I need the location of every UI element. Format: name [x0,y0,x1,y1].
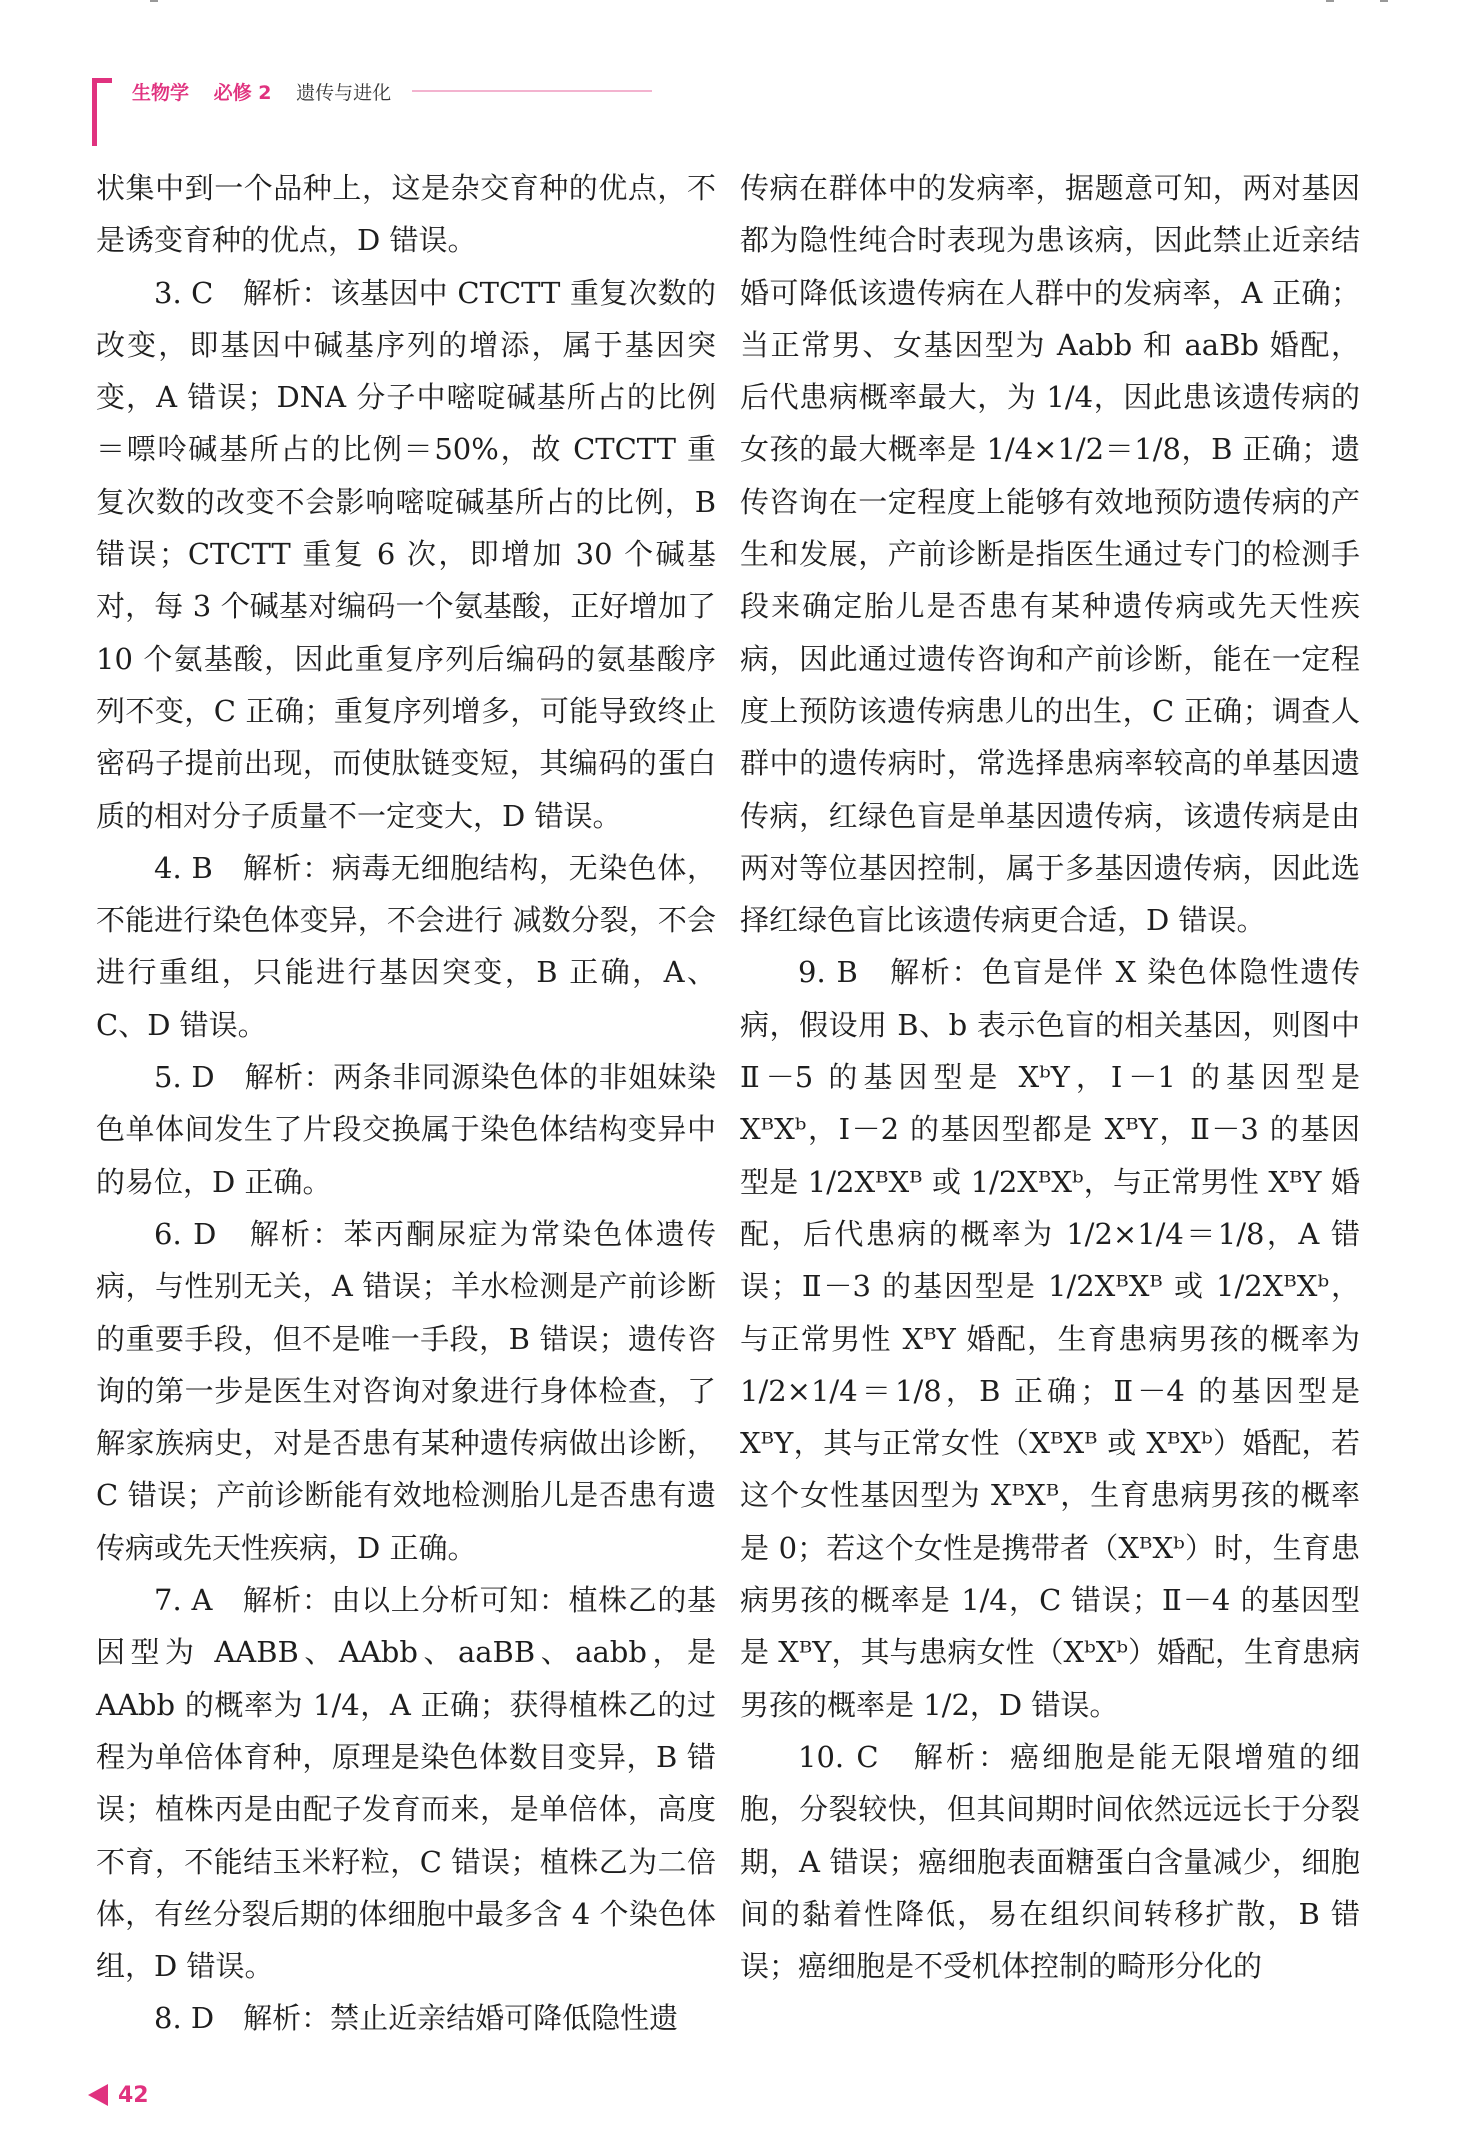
page-arrow-icon [88,2084,108,2106]
answer-item-8: 8. D 解析：禁止近亲结婚可降低隐性遗 [154,2001,679,2036]
header-corner-mark [92,78,112,146]
answer-item-5: 5. D 解析：两条非同源染色体的非姐妹染色单体间发生了片段交换属于染色体结构变异中的易位，D 正确。 [96,1060,716,1199]
answer-item-3: 3. C 解析：该基因中 CTCTT 重复次数的改变，即基因中碱基序列的增添，属于基因突变，A 错误；DNA 分子中嘧啶碱基所占的比例＝嘌呤碱基所占的比例＝50%，故 CTCTT 重复次数的改变不会影响嘧啶碱基所占的比例，B 错误；CTCTT 重复 6 次，即增加 30 个碱基对，每 3 个碱基对编码一个氨基酸，正好增加了 10 个氨基酸，因此重复序列后编码的氨基酸序列不变，C 正确；重复序列增多，可能导致终止密码子提前出现，而使肽链变短，其编码的蛋白质的相对分子质量不一定变大，D 错误。 [96,275,716,833]
answer-item-10: 10. C 解析：癌细胞是能无限增殖的细胞，分裂较快，但其间期时间依然远远长于分裂期，A 错误；癌细胞表面糖蛋白含量减少，细胞间的黏着性降低，易在组织间转移扩散，B 错误；癌细胞是不受机体控制的畸形分化的 [740,1739,1360,1984]
page-footer [88,2080,149,2110]
header-subject: 生物学 [132,82,190,104]
paragraph: 状集中到一个品种上，这是杂交育种的优点，不是诱变育种的优点，D 错误。 [96,171,716,258]
header-rule [412,90,652,92]
left-column [96,162,716,2045]
answer-item-6: 6. D 解析：苯丙酮尿症为常染色体遗传病，与性别无关，A 错误；羊水检测是产前诊断的重要手段，但不是唯一手段，B 错误；遗传咨询的第一步是医生对咨询对象进行身体检查，了解家族病史，对是否患有某种遗传病做出诊断，C 错误；产前诊断能有效地检测胎儿是否患有遗传病或先天性疾病，D 正确。 [96,1216,716,1565]
header-topic: 遗传与进化 [296,82,392,104]
right-column [740,162,1360,1992]
header-title [132,78,391,105]
answer-item-4: 4. B 解析：病毒无细胞结构，无染色体，不能进行染色体变异，不会进行 减数分裂，不会进行重组，只能进行基因突变，B 正确，A、C、D 错误。 [96,850,716,1042]
page-number: 42 [118,2082,149,2108]
crop-mark [1326,0,1334,2]
running-header [92,68,612,148]
header-book: 必修 2 [213,82,272,104]
answer-item-7: 7. A 解析：由以上分析可知：植株乙的基因型为 AABB、AAbb、aaBB、aabb，是 AAbb 的概率为 1/4，A 正确；获得植株乙的过程为单倍体育种，原理是染色体数目变异，B 错误；植株丙是由配子发育而来，是单倍体，高度不育，不能结玉米籽粒，C 错误；植株乙为二倍体，有丝分裂后期的体细胞中最多含 4 个染色体组，D 错误。 [96,1583,716,1984]
answer-item-9: 9. B 解析：色盲是伴 X 染色体隐性遗传病，假设用 B、b 表示色盲的相关基因，则图中 Ⅱ－5 的基因型是 XᵇY，Ⅰ－1 的基因型是 XᴮXᵇ，Ⅰ－2 的基因型都是 XᴮY，Ⅱ－3 的基因型是 1/2XᴮXᴮ 或 1/2XᴮXᵇ，与正常男性 XᴮY 婚配，后代患病的概率为 1/2×1/4＝1/8，A 错误；Ⅱ－3 的基因型是 1/2XᴮXᴮ 或 1/2XᴮXᵇ，与正常男性 XᴮY 婚配，生育患病男孩的概率为 1/2×1/4＝1/8，B 正确；Ⅱ－4 的基因型是 XᴮY，其与正常女性（XᴮXᴮ 或 XᴮXᵇ）婚配，若这个女性基因型为 XᴮXᴮ，生育患病男孩的概率是 0；若这个女性是携带者（XᴮXᵇ）时，生育患病男孩的概率是 1/4，C 错误；Ⅱ－4 的基因型是 XᴮY，其与患病女性（XᵇXᵇ）婚配，生育患病男孩的概率是 1/2，D 错误。 [740,955,1360,1722]
crop-mark [1380,0,1388,2]
crop-mark [150,0,158,2]
paragraph: 传病在群体中的发病率，据题意可知，两对基因都为隐性纯合时表现为患该病，因此禁止近亲结婚可降低该遗传病在人群中的发病率，A 正确；当正常男、女基因型为 Aabb 和 aaBb 婚配，后代患病概率最大，为 1/4，因此患该遗传病的女孩的最大概率是 1/4×1/2＝1/8，B 正确；遗传咨询在一定程度上能够有效地预防遗传病的产生和发展，产前诊断是指医生通过专门的检测手段来确定胎儿是否患有某种遗传病或先天性疾病，因此通过遗传咨询和产前诊断，能在一定程度上预防该遗传病患儿的出生，C 正确；调查人群中的遗传病时，常选择患病率较高的单基因遗传病，红绿色盲是单基因遗传病，该遗传病是由两对等位基因控制，属于多基因遗传病，因此选择红绿色盲比该遗传病更合适，D 错误。 [740,171,1360,938]
